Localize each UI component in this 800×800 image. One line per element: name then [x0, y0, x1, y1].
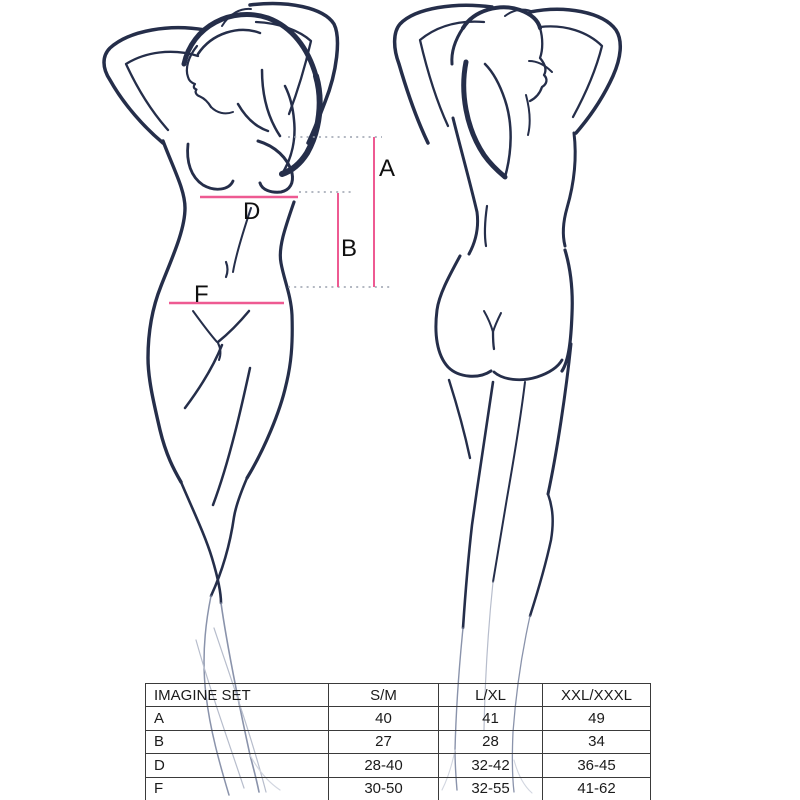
value-a-lxl: 41: [439, 707, 543, 730]
size-table-title: IMAGINE SET: [146, 684, 329, 707]
value-d-sm: 28-40: [329, 754, 439, 777]
value-a-sm: 40: [329, 707, 439, 730]
measure-label-d: D: [243, 198, 261, 225]
measurement-annotations: [169, 137, 395, 308]
back-figure-drawing: [395, 5, 621, 793]
size-table: [145, 683, 651, 800]
table-row-a: [146, 707, 651, 730]
value-f-sm: 30-50: [329, 777, 439, 800]
value-d-lxl: 32-42: [439, 754, 543, 777]
row-label-a: A: [146, 707, 329, 730]
size-table-header-row: [146, 684, 651, 707]
measure-label-b: B: [341, 235, 358, 262]
value-b-lxl: 28: [439, 730, 543, 753]
row-label-d: D: [146, 754, 329, 777]
measure-label-f: F: [194, 281, 209, 308]
value-d-xxl: 36-45: [543, 754, 651, 777]
table-row-d: [146, 754, 651, 777]
value-b-xxl: 34: [543, 730, 651, 753]
size-column-sm: S/M: [329, 684, 439, 707]
table-row-b: [146, 730, 651, 753]
row-label-b: B: [146, 730, 329, 753]
front-figure-drawing: [104, 4, 337, 795]
value-f-xxl: 41-62: [543, 777, 651, 800]
value-b-sm: 27: [329, 730, 439, 753]
value-f-lxl: 32-55: [439, 777, 543, 800]
table-row-f: [146, 777, 651, 800]
size-column-xxl: XXL/XXXL: [543, 684, 651, 707]
row-label-f: F: [146, 777, 329, 800]
measure-label-a: A: [379, 155, 396, 182]
value-a-xxl: 49: [543, 707, 651, 730]
size-column-lxl: L/XL: [439, 684, 543, 707]
